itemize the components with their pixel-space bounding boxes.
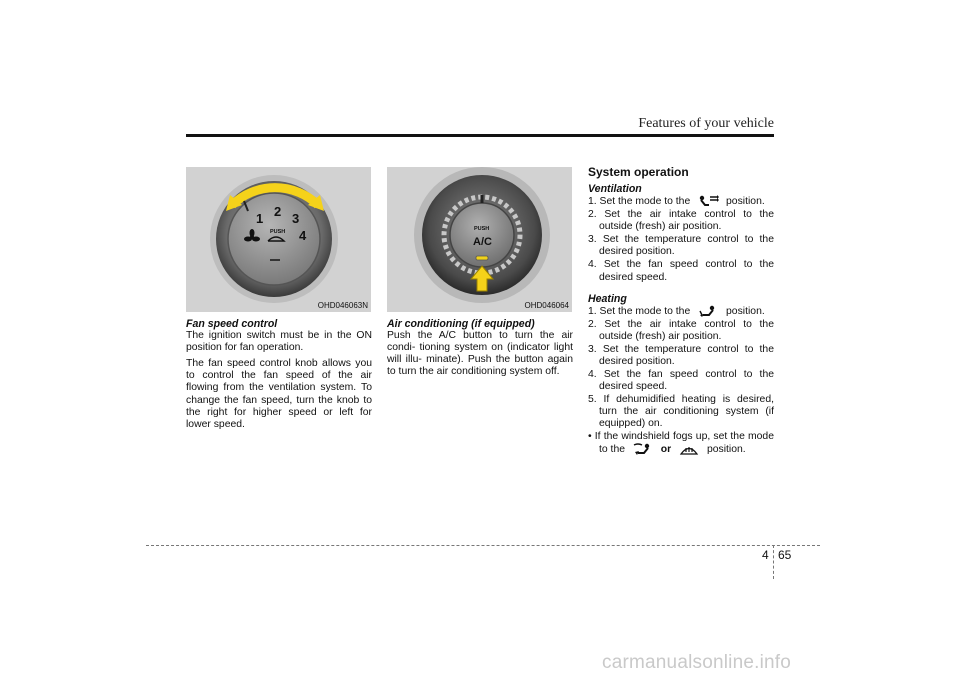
running-header: Features of your vehicle [638, 116, 774, 131]
defrost-mode-icon [678, 443, 700, 455]
heating-heading: Heating [588, 292, 627, 305]
dial-number-1: 1 [256, 211, 264, 226]
header-rule [186, 134, 774, 137]
heating-step-3: 3. Set the temperature control to the desired position. [588, 343, 774, 367]
push-label: PUSH [270, 229, 286, 235]
dial-number-3: 3 [292, 211, 300, 226]
heating-step-5: 5. If dehumidified heating is desired, turn the air conditioning system (if equipped) on. [588, 394, 774, 430]
dial-number-2: 2 [274, 204, 282, 219]
heating-bullet: • If the windshield fogs up, set the mode to the or position. [588, 431, 774, 456]
footer-divider [773, 545, 774, 579]
chapter-number: 4 [762, 548, 769, 562]
heating-step-4: 4. Set the fan speed control to the desired speed. [588, 368, 774, 392]
ventilation-steps [588, 195, 774, 283]
ventilation-heading: Ventilation [588, 183, 642, 196]
watermark: carmanualsonline.info [602, 652, 792, 673]
footer-rule [146, 545, 820, 546]
indicator-light [476, 256, 488, 260]
face-vent-mode-icon [697, 195, 719, 207]
figure-code: OHD046063N [317, 301, 368, 310]
figure-code: OHD046064 [524, 301, 569, 310]
ac-section [387, 318, 573, 382]
page-number: 65 [778, 548, 792, 562]
fan-speed-paragraph-1: The ignition switch must be in the ON position for fan operation. [186, 330, 372, 354]
heating-step-2: 2. Set the air intake control to the outside (fresh) air position. [588, 318, 774, 342]
fan-speed-paragraph-2: The fan speed control knob allows you to control the fan speed of the air flowing from the ventilation system. To change the fan speed, turn the knob to the right for higher speed or left for lower speed. [186, 358, 372, 430]
ventilation-step-4: 4. Set the fan speed control to the desired speed. [588, 259, 774, 283]
ventilation-step-1: 1. Set the mode to the position. [588, 195, 765, 207]
fan-speed-heading: Fan speed control [186, 318, 278, 330]
system-operation-section [588, 166, 774, 457]
ac-button-figure [387, 167, 572, 312]
floor-mode-icon [697, 305, 719, 317]
system-operation-heading: System operation [588, 165, 689, 179]
ventilation-step-3: 3. Set the temperature control to the desired position. [588, 234, 774, 258]
push-label: PUSH [474, 226, 490, 232]
fan-speed-section [186, 318, 372, 435]
floor-defrost-mode-icon [632, 443, 654, 455]
ventilation-step-2: 2. Set the air intake control to the outside (fresh) air position. [588, 209, 774, 233]
ac-paragraph-1: Push the A/C button to turn the air condi- tioning system on (indicator light will illu- minate). Push the button again to turn the air conditioning system off. [387, 330, 573, 378]
ac-button-label: A/C [473, 236, 492, 248]
heating-steps [588, 305, 774, 457]
heating-step-1: 1. Set the mode to the position. [588, 305, 765, 317]
fan-speed-knob-figure [186, 167, 371, 312]
ac-heading: Air conditioning (if equipped) [387, 318, 535, 330]
dial-number-4: 4 [299, 228, 307, 243]
